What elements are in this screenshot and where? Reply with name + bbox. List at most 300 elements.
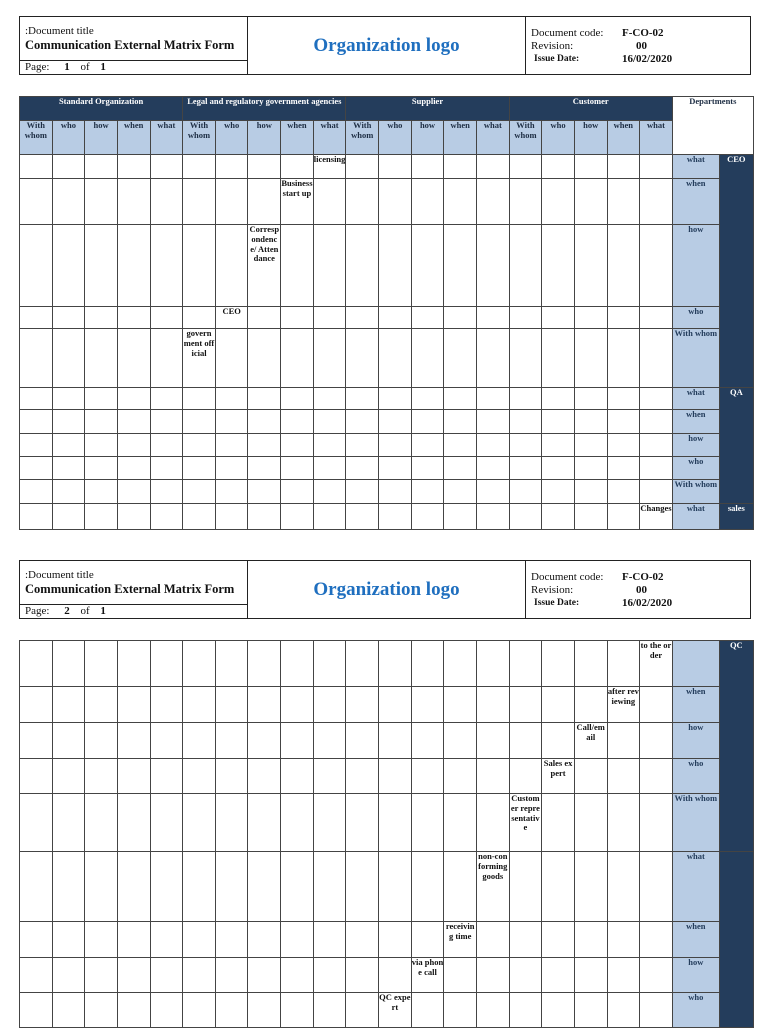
matrix-cell[interactable] <box>313 410 346 434</box>
matrix-cell[interactable] <box>150 329 183 388</box>
matrix-cell[interactable] <box>379 329 412 388</box>
matrix-cell[interactable] <box>411 958 444 993</box>
matrix-cell[interactable] <box>117 457 150 480</box>
matrix-cell[interactable] <box>444 410 477 434</box>
matrix-cell[interactable] <box>150 759 183 794</box>
matrix-cell[interactable] <box>183 434 216 457</box>
matrix-cell[interactable] <box>444 993 477 1028</box>
matrix-cell[interactable] <box>52 179 85 225</box>
matrix-cell[interactable] <box>640 852 673 922</box>
matrix-cell[interactable] <box>150 504 183 530</box>
matrix-cell[interactable] <box>509 852 542 922</box>
matrix-cell[interactable] <box>509 434 542 457</box>
matrix-cell[interactable] <box>20 687 53 723</box>
matrix-cell[interactable] <box>444 480 477 504</box>
matrix-cell[interactable] <box>183 307 216 329</box>
matrix-cell[interactable] <box>542 410 575 434</box>
matrix-cell[interactable] <box>379 958 412 993</box>
matrix-cell[interactable] <box>313 759 346 794</box>
matrix-cell[interactable] <box>313 504 346 530</box>
matrix-cell[interactable] <box>215 504 248 530</box>
matrix-cell[interactable] <box>248 225 281 307</box>
matrix-cell[interactable] <box>640 388 673 410</box>
matrix-cell[interactable] <box>281 993 314 1028</box>
matrix-cell[interactable] <box>411 723 444 759</box>
matrix-cell[interactable] <box>215 993 248 1028</box>
matrix-cell[interactable] <box>20 852 53 922</box>
matrix-cell[interactable] <box>346 852 379 922</box>
matrix-cell[interactable] <box>607 225 640 307</box>
matrix-cell[interactable] <box>52 410 85 434</box>
matrix-cell[interactable] <box>607 852 640 922</box>
matrix-cell[interactable] <box>476 307 509 329</box>
matrix-cell[interactable] <box>20 155 53 179</box>
matrix-cell[interactable] <box>542 958 575 993</box>
matrix-cell[interactable] <box>346 434 379 457</box>
matrix-cell[interactable] <box>411 307 444 329</box>
matrix-cell[interactable] <box>640 329 673 388</box>
matrix-cell[interactable] <box>411 794 444 852</box>
matrix-cell[interactable] <box>379 410 412 434</box>
matrix-cell[interactable] <box>509 329 542 388</box>
matrix-cell[interactable] <box>640 179 673 225</box>
matrix-cell[interactable] <box>52 687 85 723</box>
matrix-cell[interactable] <box>281 723 314 759</box>
matrix-cell[interactable] <box>215 410 248 434</box>
matrix-cell[interactable] <box>444 388 477 410</box>
matrix-cell[interactable] <box>509 922 542 958</box>
matrix-cell[interactable] <box>444 329 477 388</box>
matrix-cell[interactable] <box>150 307 183 329</box>
matrix-cell[interactable] <box>183 922 216 958</box>
matrix-cell[interactable] <box>542 329 575 388</box>
matrix-cell[interactable] <box>248 155 281 179</box>
matrix-cell[interactable] <box>248 388 281 410</box>
matrix-cell[interactable] <box>640 687 673 723</box>
matrix-cell[interactable] <box>346 687 379 723</box>
matrix-cell[interactable] <box>411 480 444 504</box>
matrix-cell[interactable] <box>379 687 412 723</box>
matrix-cell[interactable] <box>52 329 85 388</box>
matrix-cell[interactable] <box>444 434 477 457</box>
matrix-cell[interactable] <box>476 410 509 434</box>
matrix-cell[interactable] <box>215 434 248 457</box>
matrix-cell[interactable] <box>640 225 673 307</box>
matrix-cell[interactable] <box>150 687 183 723</box>
matrix-cell[interactable] <box>476 480 509 504</box>
matrix-cell[interactable] <box>52 388 85 410</box>
matrix-cell[interactable] <box>85 388 118 410</box>
matrix-cell[interactable] <box>183 504 216 530</box>
matrix-cell[interactable] <box>215 155 248 179</box>
matrix-cell[interactable] <box>215 388 248 410</box>
matrix-cell[interactable] <box>574 723 607 759</box>
matrix-cell[interactable] <box>574 307 607 329</box>
matrix-cell[interactable] <box>411 155 444 179</box>
matrix-cell[interactable] <box>183 723 216 759</box>
matrix-cell[interactable] <box>444 504 477 530</box>
matrix-cell[interactable] <box>542 434 575 457</box>
matrix-cell[interactable] <box>509 504 542 530</box>
matrix-cell[interactable] <box>20 794 53 852</box>
matrix-cell[interactable] <box>85 410 118 434</box>
matrix-cell[interactable] <box>607 993 640 1028</box>
matrix-cell[interactable] <box>574 179 607 225</box>
matrix-cell[interactable] <box>607 641 640 687</box>
matrix-cell[interactable] <box>85 958 118 993</box>
matrix-cell[interactable] <box>183 687 216 723</box>
matrix-cell[interactable] <box>281 434 314 457</box>
matrix-cell[interactable] <box>85 329 118 388</box>
matrix-cell[interactable] <box>476 958 509 993</box>
matrix-cell[interactable] <box>346 388 379 410</box>
matrix-cell[interactable] <box>248 641 281 687</box>
matrix-cell[interactable] <box>117 504 150 530</box>
matrix-cell[interactable] <box>476 641 509 687</box>
matrix-cell[interactable] <box>281 307 314 329</box>
matrix-cell[interactable] <box>542 723 575 759</box>
matrix-cell[interactable] <box>117 388 150 410</box>
matrix-cell[interactable] <box>52 922 85 958</box>
matrix-cell[interactable] <box>542 307 575 329</box>
matrix-cell[interactable] <box>640 794 673 852</box>
matrix-cell[interactable] <box>411 759 444 794</box>
matrix-cell[interactable] <box>379 307 412 329</box>
matrix-cell[interactable] <box>215 307 248 329</box>
matrix-cell[interactable] <box>20 225 53 307</box>
matrix-cell[interactable] <box>281 958 314 993</box>
matrix-cell[interactable] <box>379 155 412 179</box>
matrix-cell[interactable] <box>411 179 444 225</box>
matrix-cell[interactable] <box>574 993 607 1028</box>
matrix-cell[interactable] <box>248 480 281 504</box>
matrix-cell[interactable] <box>607 480 640 504</box>
matrix-cell[interactable] <box>20 641 53 687</box>
matrix-cell[interactable] <box>313 434 346 457</box>
matrix-cell[interactable] <box>117 155 150 179</box>
matrix-cell[interactable] <box>346 155 379 179</box>
matrix-cell[interactable] <box>52 434 85 457</box>
matrix-cell[interactable] <box>574 759 607 794</box>
matrix-cell[interactable] <box>183 410 216 434</box>
matrix-cell[interactable] <box>215 480 248 504</box>
matrix-cell[interactable] <box>542 993 575 1028</box>
matrix-cell[interactable] <box>509 794 542 852</box>
matrix-cell[interactable] <box>574 794 607 852</box>
matrix-cell[interactable] <box>85 759 118 794</box>
matrix-cell[interactable] <box>476 852 509 922</box>
matrix-cell[interactable] <box>574 504 607 530</box>
matrix-cell[interactable] <box>444 687 477 723</box>
matrix-cell[interactable] <box>281 410 314 434</box>
matrix-cell[interactable] <box>183 388 216 410</box>
matrix-cell[interactable] <box>607 329 640 388</box>
matrix-cell[interactable] <box>444 852 477 922</box>
matrix-cell[interactable] <box>281 155 314 179</box>
matrix-cell[interactable] <box>85 307 118 329</box>
matrix-cell[interactable] <box>542 852 575 922</box>
matrix-cell[interactable] <box>476 993 509 1028</box>
matrix-cell[interactable] <box>574 922 607 958</box>
matrix-cell[interactable] <box>117 993 150 1028</box>
matrix-cell[interactable] <box>379 480 412 504</box>
matrix-cell[interactable] <box>379 993 412 1028</box>
matrix-cell[interactable] <box>509 641 542 687</box>
matrix-cell[interactable] <box>248 504 281 530</box>
matrix-cell[interactable] <box>476 687 509 723</box>
matrix-cell[interactable] <box>574 641 607 687</box>
matrix-cell[interactable] <box>20 179 53 225</box>
matrix-cell[interactable] <box>313 852 346 922</box>
matrix-cell[interactable] <box>85 922 118 958</box>
matrix-cell[interactable] <box>85 641 118 687</box>
matrix-cell[interactable] <box>85 179 118 225</box>
matrix-cell[interactable] <box>346 179 379 225</box>
matrix-cell[interactable] <box>281 388 314 410</box>
matrix-cell[interactable] <box>85 480 118 504</box>
matrix-cell[interactable] <box>313 723 346 759</box>
matrix-cell[interactable] <box>411 641 444 687</box>
matrix-cell[interactable] <box>52 759 85 794</box>
matrix-cell[interactable] <box>215 457 248 480</box>
matrix-cell[interactable] <box>379 179 412 225</box>
matrix-cell[interactable] <box>150 958 183 993</box>
matrix-cell[interactable] <box>346 504 379 530</box>
matrix-cell[interactable] <box>150 388 183 410</box>
matrix-cell[interactable] <box>379 504 412 530</box>
matrix-cell[interactable] <box>215 687 248 723</box>
matrix-cell[interactable] <box>20 434 53 457</box>
matrix-cell[interactable] <box>281 179 314 225</box>
matrix-cell[interactable] <box>52 225 85 307</box>
matrix-cell[interactable] <box>150 852 183 922</box>
matrix-cell[interactable] <box>281 794 314 852</box>
matrix-cell[interactable] <box>640 922 673 958</box>
matrix-cell[interactable] <box>52 155 85 179</box>
matrix-cell[interactable] <box>183 993 216 1028</box>
matrix-cell[interactable] <box>248 723 281 759</box>
matrix-cell[interactable] <box>281 852 314 922</box>
matrix-cell[interactable] <box>150 225 183 307</box>
matrix-cell[interactable] <box>379 794 412 852</box>
matrix-cell[interactable] <box>20 759 53 794</box>
matrix-cell[interactable] <box>215 641 248 687</box>
matrix-cell[interactable] <box>117 852 150 922</box>
matrix-cell[interactable] <box>640 434 673 457</box>
matrix-cell[interactable] <box>411 922 444 958</box>
matrix-cell[interactable] <box>640 480 673 504</box>
matrix-cell[interactable] <box>542 388 575 410</box>
matrix-cell[interactable] <box>183 641 216 687</box>
matrix-cell[interactable] <box>542 480 575 504</box>
matrix-cell[interactable] <box>640 723 673 759</box>
matrix-cell[interactable] <box>476 434 509 457</box>
matrix-cell[interactable] <box>607 155 640 179</box>
matrix-cell[interactable] <box>607 794 640 852</box>
matrix-cell[interactable] <box>20 922 53 958</box>
matrix-cell[interactable] <box>379 388 412 410</box>
matrix-cell[interactable] <box>117 794 150 852</box>
matrix-cell[interactable] <box>150 434 183 457</box>
matrix-cell[interactable] <box>574 434 607 457</box>
matrix-cell[interactable] <box>215 794 248 852</box>
matrix-cell[interactable] <box>281 225 314 307</box>
matrix-cell[interactable] <box>574 687 607 723</box>
matrix-cell[interactable] <box>281 641 314 687</box>
matrix-cell[interactable] <box>183 225 216 307</box>
matrix-cell[interactable] <box>444 641 477 687</box>
matrix-cell[interactable] <box>248 852 281 922</box>
matrix-cell[interactable] <box>346 993 379 1028</box>
matrix-cell[interactable] <box>52 794 85 852</box>
matrix-cell[interactable] <box>313 687 346 723</box>
matrix-cell[interactable] <box>509 225 542 307</box>
matrix-cell[interactable] <box>346 329 379 388</box>
matrix-cell[interactable] <box>411 852 444 922</box>
matrix-cell[interactable] <box>313 958 346 993</box>
matrix-cell[interactable] <box>313 794 346 852</box>
matrix-cell[interactable] <box>20 410 53 434</box>
matrix-cell[interactable] <box>248 307 281 329</box>
matrix-cell[interactable] <box>444 307 477 329</box>
matrix-cell[interactable] <box>607 687 640 723</box>
matrix-cell[interactable] <box>150 922 183 958</box>
matrix-cell[interactable] <box>411 225 444 307</box>
matrix-cell[interactable] <box>150 480 183 504</box>
matrix-cell[interactable] <box>379 641 412 687</box>
matrix-cell[interactable] <box>85 794 118 852</box>
matrix-cell[interactable] <box>411 457 444 480</box>
matrix-cell[interactable] <box>52 958 85 993</box>
matrix-cell[interactable] <box>117 723 150 759</box>
matrix-cell[interactable] <box>444 457 477 480</box>
matrix-cell[interactable] <box>20 723 53 759</box>
matrix-cell[interactable] <box>542 504 575 530</box>
matrix-cell[interactable] <box>379 434 412 457</box>
matrix-cell[interactable] <box>150 155 183 179</box>
matrix-cell[interactable] <box>444 922 477 958</box>
matrix-cell[interactable] <box>444 155 477 179</box>
matrix-cell[interactable] <box>346 958 379 993</box>
matrix-cell[interactable] <box>117 958 150 993</box>
matrix-cell[interactable] <box>640 641 673 687</box>
matrix-cell[interactable] <box>117 329 150 388</box>
matrix-cell[interactable] <box>640 410 673 434</box>
matrix-cell[interactable] <box>640 307 673 329</box>
matrix-cell[interactable] <box>476 723 509 759</box>
matrix-cell[interactable] <box>52 307 85 329</box>
matrix-cell[interactable] <box>313 922 346 958</box>
matrix-cell[interactable] <box>150 641 183 687</box>
matrix-cell[interactable] <box>281 457 314 480</box>
matrix-cell[interactable] <box>509 723 542 759</box>
matrix-cell[interactable] <box>574 958 607 993</box>
matrix-cell[interactable] <box>215 922 248 958</box>
matrix-cell[interactable] <box>85 687 118 723</box>
matrix-cell[interactable] <box>346 641 379 687</box>
matrix-cell[interactable] <box>313 993 346 1028</box>
matrix-cell[interactable] <box>411 410 444 434</box>
matrix-cell[interactable] <box>411 504 444 530</box>
matrix-cell[interactable] <box>313 307 346 329</box>
matrix-cell[interactable] <box>313 641 346 687</box>
matrix-cell[interactable] <box>52 504 85 530</box>
matrix-cell[interactable] <box>150 410 183 434</box>
matrix-cell[interactable] <box>313 480 346 504</box>
matrix-cell[interactable] <box>52 993 85 1028</box>
matrix-cell[interactable] <box>85 723 118 759</box>
matrix-cell[interactable] <box>281 504 314 530</box>
matrix-cell[interactable] <box>640 993 673 1028</box>
matrix-cell[interactable] <box>183 480 216 504</box>
matrix-cell[interactable] <box>183 794 216 852</box>
matrix-cell[interactable] <box>607 410 640 434</box>
matrix-cell[interactable] <box>542 155 575 179</box>
matrix-cell[interactable] <box>476 179 509 225</box>
matrix-cell[interactable] <box>411 329 444 388</box>
matrix-cell[interactable] <box>313 155 346 179</box>
matrix-cell[interactable] <box>574 225 607 307</box>
matrix-cell[interactable] <box>52 723 85 759</box>
matrix-cell[interactable] <box>52 641 85 687</box>
matrix-cell[interactable] <box>574 155 607 179</box>
matrix-cell[interactable] <box>607 307 640 329</box>
matrix-cell[interactable] <box>607 922 640 958</box>
matrix-cell[interactable] <box>346 922 379 958</box>
matrix-cell[interactable] <box>542 759 575 794</box>
matrix-cell[interactable] <box>85 852 118 922</box>
matrix-cell[interactable] <box>509 307 542 329</box>
matrix-cell[interactable] <box>379 723 412 759</box>
matrix-cell[interactable] <box>607 504 640 530</box>
matrix-cell[interactable] <box>313 388 346 410</box>
matrix-cell[interactable] <box>476 504 509 530</box>
matrix-cell[interactable] <box>476 922 509 958</box>
matrix-cell[interactable] <box>215 179 248 225</box>
matrix-cell[interactable] <box>476 155 509 179</box>
matrix-cell[interactable] <box>346 794 379 852</box>
matrix-cell[interactable] <box>542 687 575 723</box>
matrix-cell[interactable] <box>574 388 607 410</box>
matrix-cell[interactable] <box>379 759 412 794</box>
matrix-cell[interactable] <box>476 225 509 307</box>
matrix-cell[interactable] <box>379 457 412 480</box>
matrix-cell[interactable] <box>248 457 281 480</box>
matrix-cell[interactable] <box>542 225 575 307</box>
matrix-cell[interactable] <box>85 457 118 480</box>
matrix-cell[interactable] <box>346 723 379 759</box>
matrix-cell[interactable] <box>574 480 607 504</box>
matrix-cell[interactable] <box>150 993 183 1028</box>
matrix-cell[interactable] <box>20 993 53 1028</box>
matrix-cell[interactable] <box>248 179 281 225</box>
matrix-cell[interactable] <box>379 922 412 958</box>
matrix-cell[interactable] <box>117 307 150 329</box>
matrix-cell[interactable] <box>509 410 542 434</box>
matrix-cell[interactable] <box>183 457 216 480</box>
matrix-cell[interactable] <box>476 329 509 388</box>
matrix-cell[interactable] <box>150 723 183 759</box>
matrix-cell[interactable] <box>248 410 281 434</box>
matrix-cell[interactable] <box>607 434 640 457</box>
matrix-cell[interactable] <box>20 457 53 480</box>
matrix-cell[interactable] <box>248 958 281 993</box>
matrix-cell[interactable] <box>215 852 248 922</box>
matrix-cell[interactable] <box>248 687 281 723</box>
matrix-cell[interactable] <box>20 307 53 329</box>
matrix-cell[interactable] <box>183 958 216 993</box>
matrix-cell[interactable] <box>346 759 379 794</box>
